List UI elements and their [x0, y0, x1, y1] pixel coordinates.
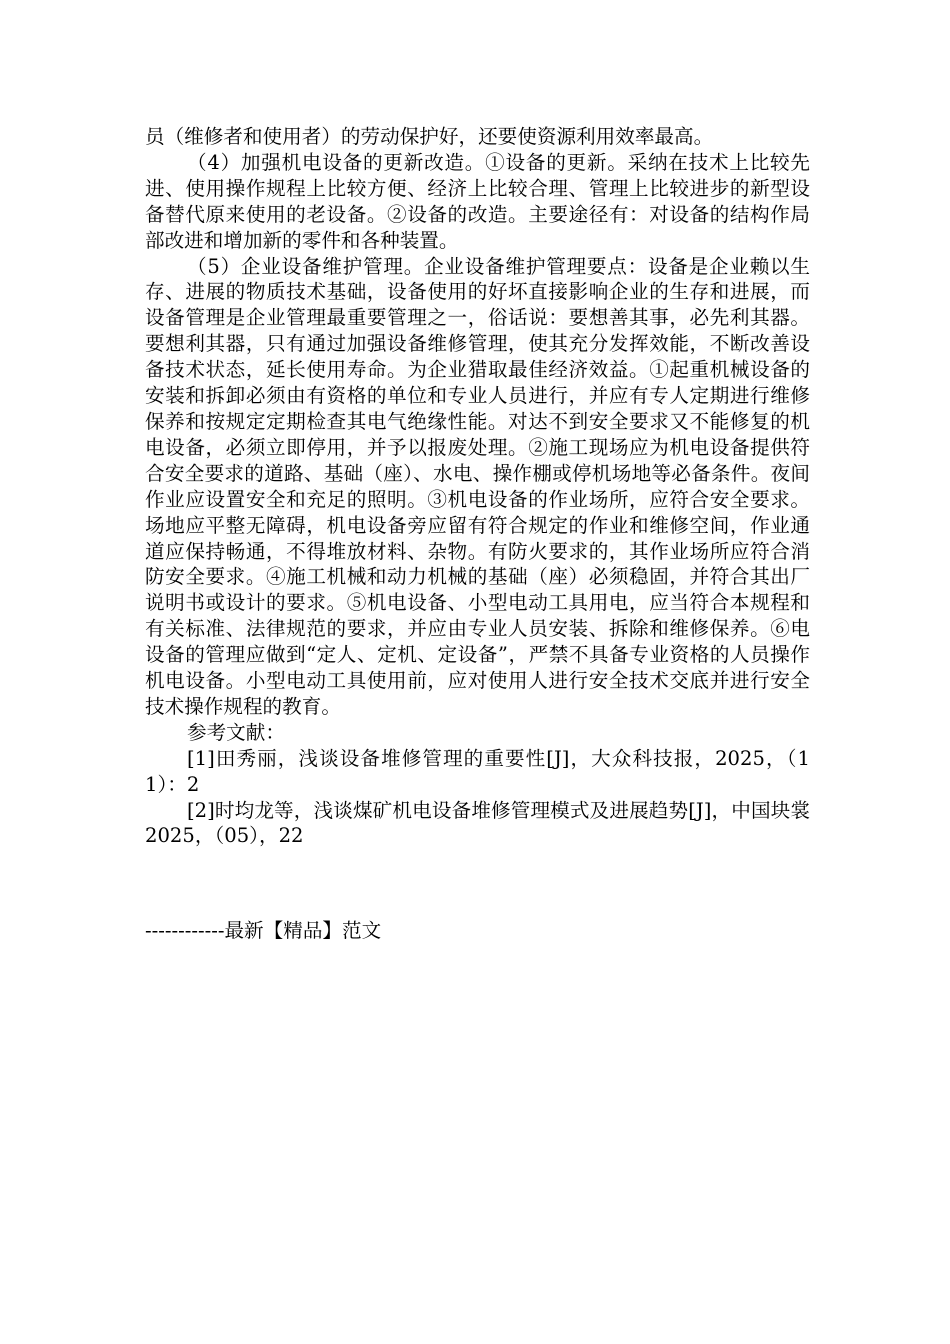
paragraph-continuation: 员（维修者和使用者）的劳动保护好，还要使资源利用效率最高。 [145, 125, 714, 148]
references-heading: 参考文献： [187, 720, 285, 744]
reference-item-2: [2]时均龙等，浅谈煤矿机电设备堆修管理模式及进展趋势[J]，中国块裳 2025，（05），22 [145, 798, 810, 848]
body-text [145, 124, 810, 849]
paragraph-equipment-maintenance: （5）企业设备维护管理。企业设备维护管理要点：设备是企业赖以生存、进展的物质技术基础，设备使用的好坏直接影响企业的生存和进展，而设备管理是企业管理最重要管理之一，俗话说：要想善其事，必先利其器。要想利其器，只有通过加强设备维修管理，使其充分发挥效能，不断改善设备技术状态，延长使用寿命。为企业猎取最佳经济效益。①起重机械设备的安装和拆卸必须由有资格的单位和专业人员进行，并应有专人定期进行维修保养和按规定定期检查其电气绝缘性能。对达不到安全要求又不能修复的机电设备，必须立即停用，并予以报废处理。②施工现场应为机电设备提供符合安全要求的道路、基础（座）、水电、操作棚或停机场地等必备条件。夜间作业应设置安全和充足的照明。③机电设备的作业场所，应符合安全要求。场地应平整无障碍，机电设备旁应留有符合规定的作业和维修空间，作业通道应保持畅通，不得堆放材料、杂物。有防火要求的，其作业场所应符合消防安全要求。④施工机械和动力机械的基础（座）必须稳固，并符合其出厂说明书或设计的要求。⑤机电设备、小型电动工具用电，应当符合本规程和有关标准、法律规范的要求，并应由专业人员安装、拆除和维修保养。⑥电设备的管理应做到“定人、定机、定设备”，严禁不具备专业资格的人员操作机电设备。小型电动工具使用前，应对使用人进行安全技术交底并进行安全技术操作规程的教育。 [145, 254, 810, 718]
reference-item-1: [1]田秀丽，浅谈设备堆修管理的重要性[J]，大众科技报，2025，（11）：2 [145, 746, 810, 796]
paragraph-equipment-renewal: （4）加强机电设备的更新改造。①设备的更新。采纳在技术上比较先进、使用操作规程上比较方便、经济上比较合理、管理上比较进步的新型设备替代原来使用的老设备。②设备的改造。主要途径有：对设备的结构作局部改进和增加新的零件和各种装置。 [145, 150, 810, 252]
footer-text: ------------最新【精品】范文 [145, 919, 382, 942]
